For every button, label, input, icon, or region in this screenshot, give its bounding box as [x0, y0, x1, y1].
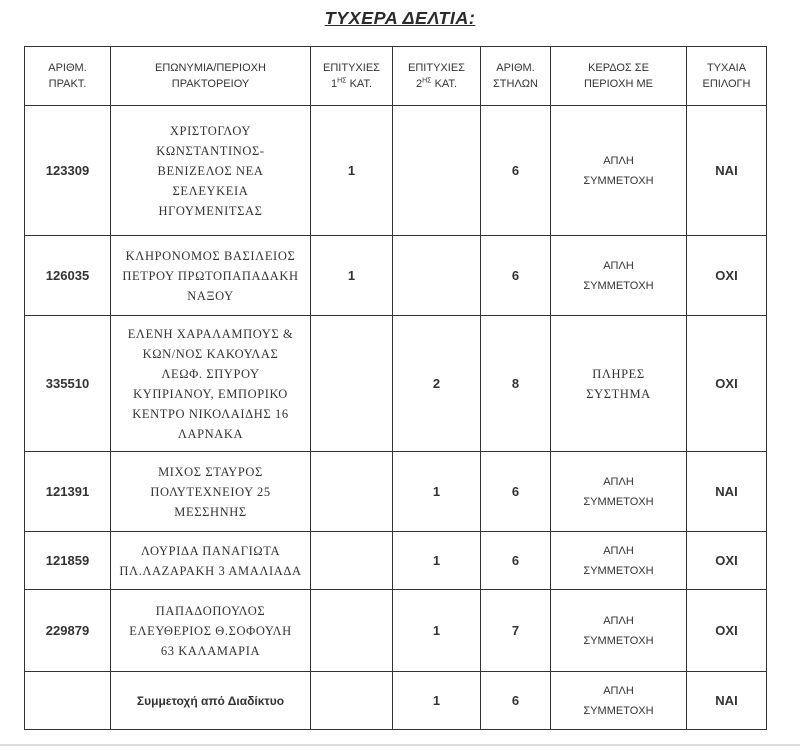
agency-name-line: ΝΑΞΟΥ — [187, 288, 234, 303]
cat2-wins-cell — [393, 236, 481, 316]
agency-code-cell — [25, 672, 111, 730]
profit-type-cell — [551, 452, 687, 532]
agency-name-line: ΚΩΝ/ΝΟΣ ΚΑΚΟΥΛΑΣ — [142, 346, 279, 361]
random-selection-cell: ΝΑΙ — [687, 106, 767, 236]
random-selection-cell: ΝΑΙ — [687, 452, 767, 532]
table-row — [25, 452, 767, 532]
agency-name-line: ΒΕΝΙΖΕΛΟΣ ΝΕΑ — [157, 163, 264, 178]
agency-name-line: ΕΛΕΥΘΕΡΙΟΣ Θ.ΣΟΦΟΥΛΗ — [129, 623, 292, 638]
agency-name-cell — [111, 532, 311, 590]
random-selection-cell: ΟΧΙ — [687, 532, 767, 590]
agency-name-cell — [111, 672, 311, 730]
columns-cell: 6 — [481, 106, 551, 236]
header-cat1-line1: ΕΠΙΤΥΧΙΕΣ — [323, 62, 380, 74]
cat1-wins-cell — [311, 316, 393, 452]
header-random-line2: ΕΠΙΛΟΓΗ — [702, 78, 751, 90]
agency-name-cell — [111, 452, 311, 532]
cat1-wins-cell — [311, 452, 393, 532]
header-cat2-wins — [393, 47, 481, 106]
winning-tickets-table — [24, 46, 767, 730]
header-cat1-sup: ΗΣ — [337, 77, 347, 85]
agency-name-line: ΛΕΩΦ. ΣΠΥΡΟΥ — [161, 366, 260, 381]
profit-type-cell — [551, 316, 687, 452]
profit-type-line: ΑΠΛΗ — [603, 614, 634, 627]
agency-code-cell: 123309 — [25, 106, 111, 236]
header-cols-line2: ΣΤΗΛΩΝ — [493, 78, 538, 90]
table-row — [25, 590, 767, 672]
header-profit-line2: ΠΕΡΙΟΧΗ ΜΕ — [583, 78, 654, 90]
header-code-line1: ΑΡΙΘΜ. — [48, 62, 87, 74]
random-selection-cell: ΟΧΙ — [687, 316, 767, 452]
header-code-line2: ΠΡΑΚΤ. — [48, 78, 87, 90]
profit-type-line: ΣΥΜΜΕΤΟΧΗ — [583, 495, 654, 508]
columns-cell: 8 — [481, 316, 551, 452]
profit-type-line: ΣΥΜΜΕΤΟΧΗ — [583, 279, 654, 292]
columns-cell: 6 — [481, 236, 551, 316]
agency-name-line: ΗΓΟΥΜΕΝΙΤΣΑΣ — [158, 203, 263, 218]
agency-name-line: ΚΥΠΡΙΑΝΟΥ, ΕΜΠΟΡΙΚΟ — [133, 386, 288, 401]
agency-name-line: ΛΟΥΡΙΔΑ ΠΑΝΑΓΙΩΤΑ — [140, 543, 281, 558]
profit-type-line: ΣΥΣΤΗΜΑ — [586, 386, 651, 401]
header-random-selection — [687, 47, 767, 106]
header-agency-code — [25, 47, 111, 106]
columns-cell: 6 — [481, 672, 551, 730]
cat1-wins-cell — [311, 590, 393, 672]
profit-type-line: ΑΠΛΗ — [603, 154, 634, 167]
header-cat2-rest: ΚΑΤ. — [431, 78, 457, 90]
agency-name-line: 63 ΚΑΛΑΜΑΡΙΑ — [160, 643, 261, 658]
agency-name-line: ΚΕΝΤΡΟ ΝΙΚΟΛΑΙΔΗΣ 16 — [132, 406, 289, 421]
agency-name-line: ΣΕΛΕΥΚΕΙΑ — [172, 183, 249, 198]
profit-type-line: ΣΥΜΜΕΤΟΧΗ — [583, 634, 654, 647]
random-selection-cell: ΝΑΙ — [687, 672, 767, 730]
header-cat1-rest: ΚΑΤ. — [346, 78, 372, 90]
profit-type-cell — [551, 672, 687, 730]
profit-type-cell — [551, 590, 687, 672]
header-random-line1: ΤΥΧΑΙΑ — [706, 62, 747, 74]
profit-type-line: ΣΥΜΜΕΤΟΧΗ — [583, 174, 654, 187]
agency-name-line: ΕΛΕΝΗ ΧΑΡΑΛΑΜΠΟΥΣ & — [127, 326, 294, 341]
profit-type-line: ΑΠΛΗ — [603, 259, 634, 272]
table-row — [25, 672, 767, 730]
table-header-row — [25, 47, 767, 106]
cat2-wins-cell — [393, 106, 481, 236]
agency-name-line: ΠΟΛΥΤΕΧΝΕΙΟΥ 25 — [150, 484, 271, 499]
cat2-wins-cell: 2 — [393, 316, 481, 452]
profit-type-cell — [551, 106, 687, 236]
cat1-wins-cell: 1 — [311, 236, 393, 316]
agency-name-line: ΜΙΧΟΣ ΣΤΑΥΡΟΣ — [158, 464, 263, 479]
header-cat2-num: 2 — [416, 78, 423, 90]
header-profit — [551, 47, 687, 106]
profit-type-line: ΣΥΜΜΕΤΟΧΗ — [583, 564, 654, 577]
columns-cell: 7 — [481, 590, 551, 672]
agency-name-line: ΧΡΙΣΤΟΓΛΟΥ — [169, 123, 252, 138]
profit-type-line: ΣΥΜΜΕΤΟΧΗ — [583, 704, 654, 717]
agency-name-cell — [111, 236, 311, 316]
profit-type-cell — [551, 236, 687, 316]
agency-name-cell — [111, 590, 311, 672]
agency-name-line: ΜΕΣΣΗΝΗΣ — [174, 504, 247, 519]
header-cat2-line1: ΕΠΙΤΥΧΙΕΣ — [408, 62, 465, 74]
profit-type-line: ΑΠΛΗ — [603, 544, 634, 557]
cat2-wins-cell: 1 — [393, 532, 481, 590]
agency-code-cell: 121391 — [25, 452, 111, 532]
cat1-wins-cell: 1 — [311, 106, 393, 236]
agency-code-cell: 121859 — [25, 532, 111, 590]
header-cols-line1: ΑΡΙΘΜ. — [496, 62, 535, 74]
cat1-wins-cell — [311, 532, 393, 590]
agency-code-cell: 335510 — [25, 316, 111, 452]
header-cat2-sup: ΗΣ — [422, 77, 432, 85]
header-cat1-num: 1 — [331, 78, 338, 90]
profit-type-line: ΠΛΗΡΕΣ — [592, 366, 645, 381]
profit-type-cell — [551, 532, 687, 590]
table-row — [25, 106, 767, 236]
table-row — [25, 532, 767, 590]
header-profit-line1: ΚΕΡΔΟΣ ΣΕ — [588, 62, 649, 74]
agency-name-line: ΠΕΤΡΟΥ ΠΡΩΤΟΠΑΠΑΔΑΚΗ — [122, 268, 299, 283]
cat1-wins-cell — [311, 672, 393, 730]
agency-name-line: ΛΑΡΝΑΚΑ — [177, 426, 244, 441]
columns-cell: 6 — [481, 452, 551, 532]
table-row — [25, 236, 767, 316]
agency-name-cell — [111, 106, 311, 236]
bottom-divider — [0, 744, 800, 746]
agency-name-line: ΠΑΠΑΔΟΠΟΥΛΟΣ — [155, 603, 266, 618]
cat2-wins-cell: 1 — [393, 672, 481, 730]
agency-name-line: ΚΩΝΣΤΑΝΤΙΝΟΣ- — [156, 143, 265, 158]
page-title: ΤΥΧΕΡΑ ΔΕΛΤΙΑ: — [324, 8, 476, 28]
columns-cell: 6 — [481, 532, 551, 590]
random-selection-cell: ΟΧΙ — [687, 236, 767, 316]
agency-name-line: ΚΛΗΡΟΝΟΜΟΣ ΒΑΣΙΛΕΙΟΣ — [125, 248, 296, 263]
agency-name-line: Συμμετοχή από Διαδίκτυο — [136, 693, 285, 708]
header-agency-name — [111, 47, 311, 106]
table-row — [25, 316, 767, 452]
agency-name-line: ΠΛ.ΛΑΖΑΡΑΚΗ 3 ΑΜΑΛΙΑΔΑ — [119, 563, 302, 578]
cat2-wins-cell: 1 — [393, 590, 481, 672]
profit-type-line: ΑΠΛΗ — [603, 475, 634, 488]
agency-name-cell — [111, 316, 311, 452]
header-agent-line1: ΕΠΩΝΥΜΙΑ/ΠΕΡΙΟΧΗ — [155, 62, 266, 74]
profit-type-line: ΑΠΛΗ — [603, 684, 634, 697]
random-selection-cell: ΟΧΙ — [687, 590, 767, 672]
header-cat1-wins — [311, 47, 393, 106]
cat2-wins-cell: 1 — [393, 452, 481, 532]
header-agent-line2: ΠΡΑΚΤΟΡΕΙΟΥ — [171, 78, 250, 90]
agency-code-cell: 126035 — [25, 236, 111, 316]
agency-code-cell: 229879 — [25, 590, 111, 672]
header-columns — [481, 47, 551, 106]
